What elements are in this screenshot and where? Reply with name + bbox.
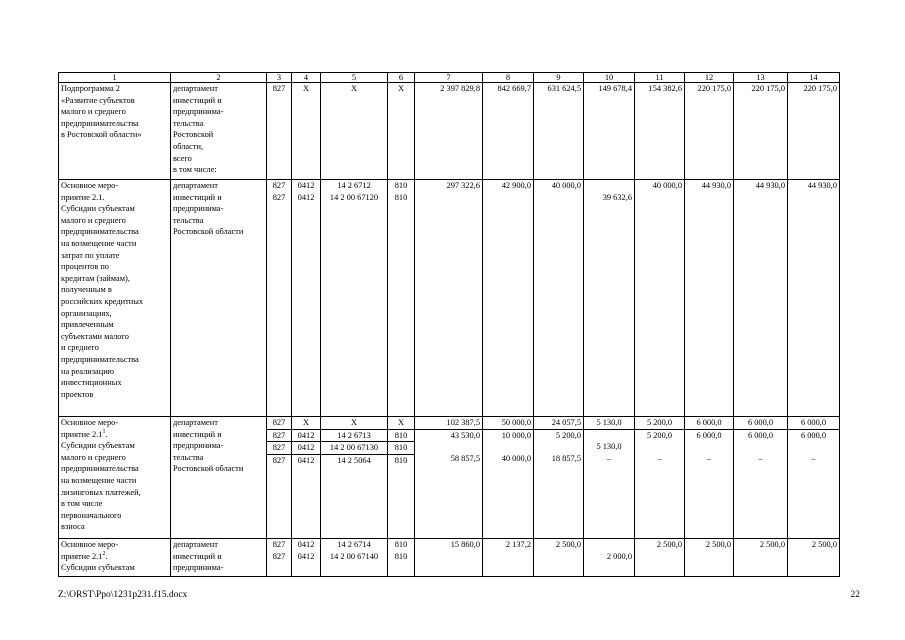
program-name-start: Основное меро- приятие 2.1 [61,540,119,561]
value-line: 40 000,0 [551,181,581,190]
value-line: Х [397,418,405,427]
value-line: Х [302,84,310,93]
header-cell: 9 [534,73,584,83]
program-name-cell: Подпрограмма 2 «Развитие субъектов малого и среднего предпринимательства в Ростовской области» [59,83,171,180]
value-line: 102 387,5 [446,418,480,427]
year-2020-cell [788,83,840,180]
value-line: – [706,453,712,463]
value-line: 827 [272,192,286,202]
total-cell [415,539,483,577]
header-cell: 12 [685,73,734,83]
value-line: 827 [272,455,286,465]
header-cell: 10 [584,73,635,83]
value-line: 5 200,0 [555,430,581,440]
value-line: 2 500,0 [811,540,837,549]
value-line: 810 [394,455,408,465]
year-2017-cell [635,180,685,417]
value-line: 827 [272,443,286,453]
year-2019-cell [734,539,788,577]
year-2015-cell [534,180,584,417]
value-line: 220 175,0 [803,84,837,93]
grbs-cell [267,180,292,417]
value-line: 6 000,0 [696,418,722,427]
year-2015-cell [534,539,584,577]
page-number: 22 [850,590,860,600]
value-line: 2 397 829,8 [440,84,480,93]
year-2018-cell [685,539,734,577]
value-line: 6 000,0 [800,418,827,427]
value-line: 10 000,0 [501,430,531,440]
csr-cell [321,539,388,577]
program-name-end: . Субсидии субъектам малого и среднего предпринимательства на возмещение части лизинговых платежей, в том числе первоначального взноса [61,429,141,532]
year-2016-cell [584,180,635,417]
total-cell [415,417,483,539]
program-name-cell: Основное меро- приятие 2.1. Субсидии субъектам малого и среднего предпринимательства на возмещение части затрат по уплате процентов по кредитам (займам), полученным в российских кредитных организациях, привлеченным субъектами малого и среднего предпринимательства на реализацию инвестиционных проектов [59,180,171,417]
value-line: 14 2 5064 [337,455,371,465]
value-line: 2 500,0 [705,540,731,549]
header-cell: 2 [171,73,267,83]
value-line: 827 [272,84,286,93]
value-line: 18 857,5 [551,453,581,463]
header-cell: 6 [388,73,415,83]
value-line: 5 200,0 [646,418,673,427]
rzpr-cell [292,83,321,180]
value-line: – [657,453,662,463]
value-line: 0412 [297,551,315,561]
value-line: 6 000,0 [696,430,722,440]
value-line: 810 [394,551,408,561]
value-line: 14 2 6714 [337,540,371,549]
value-line: 6 000,0 [747,418,774,427]
value-line: – [606,453,612,463]
value-line: 40 000,0 [652,181,682,190]
value-line: 827 [272,418,286,427]
value-line: 0412 [297,430,315,440]
year-2014-cell [483,539,534,577]
value-line: 827 [272,430,286,440]
value-line: 220 175,0 [697,84,731,93]
value-line: 810 [394,540,408,549]
year-2020-cell [788,417,840,539]
program-name-start: Основное меро- приятие 2.1 [61,418,119,439]
total-cell [415,180,483,417]
value-line: 2 137,2 [505,540,531,549]
value-line: 810 [394,443,408,453]
rzpr-cell [292,417,321,539]
value-line: 2 500,0 [555,540,581,549]
value-line: – [758,453,763,463]
csr-cell [321,180,388,417]
year-2014-cell [483,83,534,180]
value-line: 14 2 00 67140 [329,551,379,561]
value-line: Х [350,418,358,427]
year-2020-cell [788,180,840,417]
value-line: 154 382,6 [648,84,682,93]
total-cell [415,83,483,180]
value-line: 827 [272,551,286,561]
value-line: 14 2 6713 [337,430,371,440]
value-line: 810 [394,430,408,440]
value-line: 14 2 6712 [337,181,371,190]
table-row [59,539,840,577]
value-line: Х [302,418,310,427]
csr-cell [321,83,388,180]
value-line: 42 900,0 [501,181,531,190]
header-row [59,73,840,83]
value-line: 2 000,0 [606,551,632,561]
value-line: 44 930,0 [755,181,785,190]
year-2016-cell [584,539,635,577]
program-name-end: . Субсидии субъектам [61,551,135,573]
header-cell: 7 [415,73,483,83]
value-line: 0412 [297,181,315,190]
header-cell: 13 [734,73,788,83]
year-2014-cell [483,417,534,539]
vr-cell [388,180,415,417]
header-cell: 3 [267,73,292,83]
value-line: 0412 [297,540,315,549]
value-line: 5 130,0 [596,418,622,427]
value-line: 220 175,0 [751,84,785,93]
year-2017-cell [635,539,685,577]
value-line: 50 000,0 [501,418,531,427]
vr-cell [388,83,415,180]
vr-cell [388,539,415,577]
year-2014-cell [483,180,534,417]
value-line: 297 322,6 [446,181,480,190]
year-2019-cell [734,83,788,180]
year-2018-cell [685,417,734,539]
value-line: 24 057,5 [551,418,581,427]
rzpr-cell [292,180,321,417]
value-line: Х [350,84,358,93]
header-cell: 11 [635,73,685,83]
year-2017-cell [635,417,685,539]
year-2015-cell [534,417,584,539]
value-line: 810 [394,192,408,202]
rzpr-cell [292,539,321,577]
csr-cell [321,417,388,539]
table-row [59,180,840,417]
value-line: 842 669,7 [497,84,531,93]
year-2016-cell [584,83,635,180]
value-line: 58 857,5 [450,453,480,463]
vr-cell [388,417,415,539]
value-line: 2 500,0 [759,540,785,549]
value-line: 0412 [297,443,315,453]
year-2017-cell [635,83,685,180]
program-name-cell [59,417,171,539]
value-line: 40 000,0 [501,453,531,463]
header-cell: 5 [321,73,388,83]
program-name-cell [59,539,171,577]
footnote-mark: 1 [102,428,106,435]
table-row [59,417,840,539]
value-line: Х [397,84,405,93]
year-2018-cell [685,180,734,417]
header-cell: 14 [788,73,840,83]
grbs-cell [267,417,292,539]
value-line: 0412 [297,455,315,465]
value-line: 14 2 00 67130 [329,443,379,453]
footnote-mark: 2 [102,550,106,557]
budget-table [58,72,840,577]
value-line: 43 530,0 [450,430,480,440]
executor-cell: департамент инвестиций и предпринима- [171,539,267,577]
value-line: 631 624,5 [547,84,581,93]
header-cell: 8 [483,73,534,83]
grbs-cell [267,83,292,180]
value-line: 15 860,0 [450,540,480,549]
value-line: 6 000,0 [800,430,827,440]
file-path: Z:\ORST\Ppo\1231p231.f15.docx [58,590,188,600]
value-line: 149 678,4 [598,84,632,93]
value-line: 14 2 00 67120 [329,192,379,202]
value-line: 6 000,0 [747,430,774,440]
value-line: 2 500,0 [656,540,682,549]
value-line: 827 [272,181,286,190]
year-2015-cell [534,83,584,180]
header-cell: 4 [292,73,321,83]
year-2018-cell [685,83,734,180]
executor-cell: департамент инвестиций и предпринима- тельства Ростовской области [171,417,267,539]
value-line: 5 200,0 [646,430,673,440]
value-line: 0412 [297,192,315,202]
value-line: 44 930,0 [701,181,731,190]
year-2019-cell [734,417,788,539]
year-2019-cell [734,180,788,417]
header-cell: 1 [59,73,171,83]
value-line: 5 130,0 [596,442,622,452]
executor-cell: департамент инвестиций и предпринима- тельства Ростовской области, всего в том числе: [171,83,267,180]
executor-cell: департамент инвестиций и предпринима- тельства Ростовской области [171,180,267,417]
value-line: 39 632,6 [602,192,632,202]
table-row [59,83,840,180]
grbs-cell [267,539,292,577]
value-line: 44 930,0 [807,181,837,190]
value-line: – [811,453,816,463]
value-line: 827 [272,540,286,549]
year-2016-cell [584,417,635,539]
value-line: 810 [394,181,408,190]
year-2020-cell [788,539,840,577]
